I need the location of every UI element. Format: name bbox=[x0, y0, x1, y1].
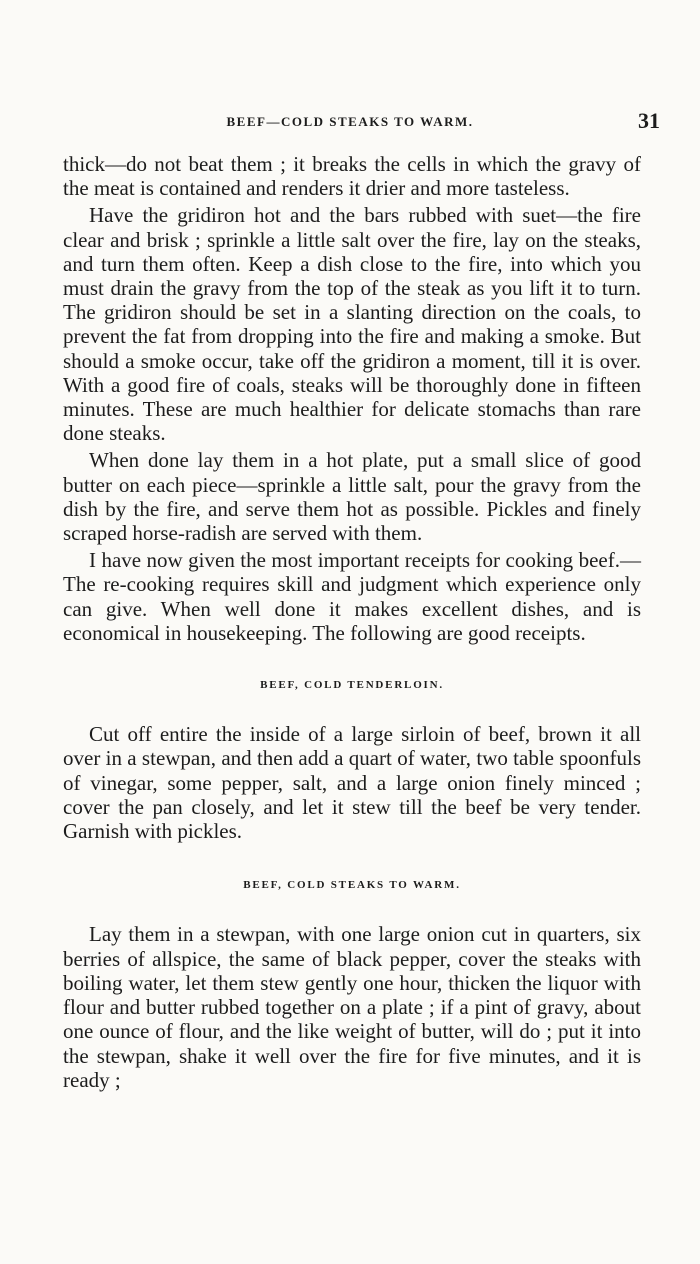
paragraph: I have now given the most important receipts for cooking beef.—The re-cooking requires skill and judgment which experience only can give. When well done it makes excellent dishes, and is economical in housekeeping. The following are good receipts. bbox=[63, 548, 641, 645]
section-heading: BEEF, COLD STEAKS TO WARM. bbox=[243, 879, 461, 892]
paragraph: When done lay them in a hot plate, put a small slice of good butter on each piece—sprinkle a little salt, pour the gravy from the dish by the fire, and serve them hot as possible. Pickles and finely scraped horse-radish are served with them. bbox=[63, 448, 641, 546]
section-text: Cut off entire the inside of a large sirloin of beef, brown it all over in a stewpan, and then add a quart of water, two table spoonfuls of vinegar, some pepper, salt, and a large onion finely minced ; cover the pan closely, and let it stew till the beef be very tender. Garnish with pickles. bbox=[63, 722, 641, 844]
page-body bbox=[63, 152, 641, 1095]
section-text: Lay them in a stewpan, with one large onion cut in quarters, six berries of allspice, the same of black pepper, cover the steaks with boiling water, let them stew gently one hour, thicken the liquor with flour and butter rubbed together on a plate ; if a pint of gravy, about one ounce of flour, and the like weight of butter, will do ; put it into the stewpan, shake it well over the fire for five minutes, and it is ready ; bbox=[63, 922, 641, 1092]
paragraph: thick—do not beat them ; it breaks the cells in which the gravy of the meat is contained and renders it drier and more tasteless. bbox=[63, 152, 641, 201]
page-header bbox=[0, 108, 700, 138]
section-heading: BEEF, COLD TENDERLOIN. bbox=[260, 679, 444, 692]
running-head: BEEF—COLD STEAKS TO WARM. bbox=[226, 114, 474, 129]
page-number: 31 bbox=[638, 108, 660, 133]
paragraph: Have the gridiron hot and the bars rubbed with suet—the fire clear and brisk ; sprinkle a little salt over the fire, lay on the steaks, and turn them often. Keep a dish close to the fire, into which you must drain the gravy from the top of the steak as you lift it to turn. The gridiron should be set in a slanting direction on the coals, to prevent the fat from dropping into the fire and making a smoke. But should a smoke occur, take off the gridiron a moment, till it is over. With a good fire of coals, steaks will be thoroughly done in fifteen minutes. These are much healthier for delicate stomachs than rare done steaks. bbox=[63, 203, 641, 446]
